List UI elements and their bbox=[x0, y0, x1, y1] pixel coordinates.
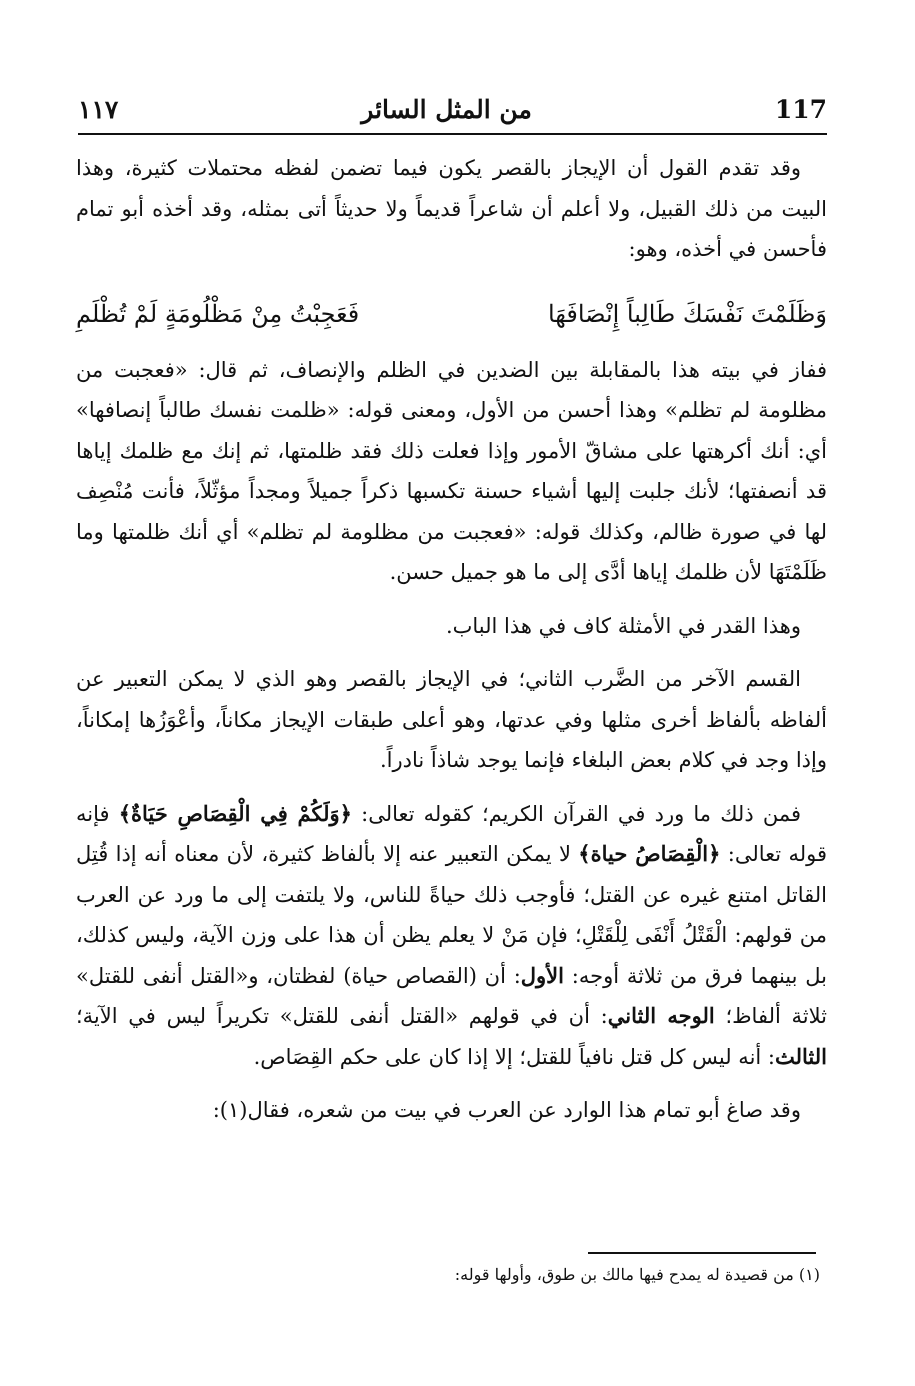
text-segment: لا يمكن التعبير عنه إلا بألفاظ كثيرة، لأن معناه أنه إذا قُتِل القاتل امتنع غيره عن القتل؛ فأوجب ذلك حياةً للناس، ولا يلتفت إلى ما ورد عن العرب من قولهم: الْقَتْلُ أَنْفَى لِلْقَتْلِ؛ فإن مَنْ لا يعلم يظن أن هذا على وزن الآية، وليس كذلك، بل بينهما فرق من ثلاثة أوجه: bbox=[76, 842, 827, 988]
text-segment: فإنه قوله تعالى: bbox=[76, 801, 827, 866]
page-header bbox=[78, 88, 827, 130]
running-title: من المثل السائر bbox=[361, 94, 532, 124]
point-label-third: الثالث bbox=[775, 1043, 827, 1069]
verse-second-hemistich: فَعَجِبْتُ مِنْ مَظْلُومَةٍ لَمْ تُظْلَمِ bbox=[76, 299, 360, 328]
paragraph-second-section: القسم الآخر من الضَّرب الثاني؛ في الإيجاز بالقصر وهو الذي لا يمكن التعبير عن ألفاظه بألفاظ أخرى مثلها وفي عدتها، وهو أعلى طبقات الإيجاز مكاناً، وأعْوَزُها إمكاناً، وإذا وجد في كلام بعض البلغاء فإنما يوجد شاذاً نادراً. bbox=[76, 667, 827, 772]
paragraph-commentary: ففاز في بيته هذا بالمقابلة بين الضدين في الظلم والإنصاف، ثم قال: «فعجبت من مظلومة لم تظلم» وهذا أحسن من الأول، ومعنى قوله: «ظلمت نفسك طالباً إنصافها» أي: أنك أكرهتها على مشاقّ الأمور وإذا فعلت ذلك فقد ظلمتها، ثم إنك مع ظلمك إياها قد أنصفتها؛ لأنك جلبت إليها أشياء حسنة تكسبها ذكراً جميلاً ومجداً مؤثّلاً، فأنت مُنْصِف لها في صورة ظالم، وكذلك قوله: «فعجبت من مظلومة لم تظلم» أي أنك ظلمتها وما ظَلَمْتَهَا لأن ظلمك إياها أدَّى إلى ما هو جميل حسن. bbox=[76, 357, 827, 584]
page-number-arabic: ١١٧ bbox=[78, 94, 119, 124]
verse-line bbox=[76, 294, 827, 334]
paragraph-intro: وقد تقدم القول أن الإيجاز بالقصر يكون فيما تضمن لفظه محتملات كثيرة، وهذا البيت من ذلك القبيل، ولا أعلم أن شاعراً قديماً ولا حديثاً أتى بمثله، وقد أخذه أبو تمام فأحسن في أخذه، وهو: bbox=[76, 156, 827, 261]
point-label-second: الوجه الثاني bbox=[607, 1003, 715, 1028]
text-segment: : أن في قولهم «القتل أنفى للقتل» تكريراً ليس في الآية؛ bbox=[76, 1004, 608, 1028]
paragraph-conclusion: وهذا القدر في الأمثلة كاف في هذا الباب. bbox=[445, 613, 801, 638]
text-segment: فمن ذلك ما ورد في القرآن الكريم؛ كقوله تعالى: bbox=[351, 801, 801, 826]
verse-first-hemistich: وَظَلَمْتَ نَفْسَكَ طَالِباً إِنْصَافَهَا bbox=[547, 299, 827, 328]
footnote-divider bbox=[588, 1252, 816, 1254]
page-number-latin: 117 bbox=[774, 94, 827, 124]
quran-quote: ﴿الْقِصَاصُ حياة﴾ bbox=[578, 841, 721, 866]
quran-quote: ﴿وَلَكُمْ فِي الْقِصَاصِ حَيَاةٌ﴾ bbox=[118, 800, 352, 826]
header-divider bbox=[78, 133, 827, 135]
paragraph-abu-tammam: وقد صاغ أبو تمام هذا الوارد عن العرب في بيت من شعره، فقال(١): bbox=[212, 1098, 801, 1122]
footnote: (١) من قصيدة له يمدح فيها مالك بن طوق، وأولها قوله: bbox=[454, 1265, 820, 1284]
body-text bbox=[76, 148, 827, 1131]
text-segment: : أن (القصاص حياة) لفظتان، و«القتل أنفى للقتل» ثلاثة ألفاظ؛ bbox=[76, 963, 827, 1028]
text-segment: : أنه ليس كل قتل نافياً للقتل؛ إلا إذا كان على حكم القِصَاص. bbox=[253, 1044, 775, 1069]
point-label-first: الأول bbox=[520, 962, 564, 988]
paragraph-quran-example bbox=[76, 794, 827, 1078]
